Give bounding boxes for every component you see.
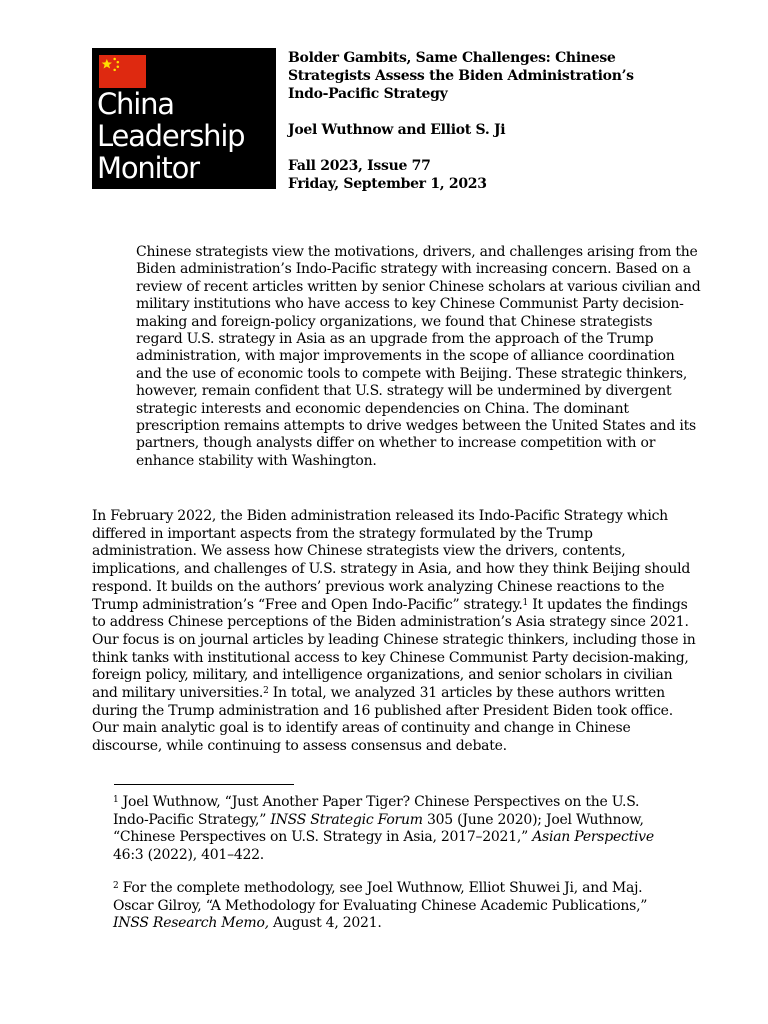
abstract-line: administration, with major improvements in the scope of alliance coordination	[136, 348, 675, 365]
body-line: foreign policy, military, and intelligence organizations, and senior scholars in civilian	[92, 667, 673, 684]
china-leadership-monitor-logo	[92, 48, 276, 189]
body-line: during the Trump administration and 16 published after President Biden took office.	[92, 702, 673, 719]
footnote-line: Oscar Gilroy, “A Methodology for Evaluating Chinese Academic Publications,”	[113, 897, 648, 914]
footnote-text: Joel Wuthnow, “Just Another Paper Tiger? Chinese Perspectives on the U.S.	[118, 794, 640, 810]
abstract-line: however, remain confident that U.S. strategy will be undermined by divergent	[136, 383, 672, 400]
abstract-line: Chinese strategists view the motivations, drivers, and challenges arising from the	[136, 244, 698, 260]
article-title	[288, 49, 728, 103]
footnote-source-title: Asian Perspective	[532, 829, 654, 845]
footnote-line	[113, 880, 673, 898]
footnote-source-title: INSS Strategic Forum	[270, 811, 423, 828]
abstract-line: regard U.S. strategy in Asia as an upgrade from the approach of the Trump	[136, 331, 654, 348]
footnote-text: August 4, 2021.	[268, 915, 382, 931]
body-line: think tanks with institutional access to key Chinese Communist Party decision-making,	[92, 649, 689, 666]
footnote-text: For the complete methodology, see Joel Wuthnow, Elliot Shuwei Ji, and Maj.	[118, 880, 643, 896]
footnote-text: Indo-Pacific Strategy,”	[113, 811, 271, 828]
body-text-span: and military universities.	[92, 685, 264, 702]
body-line: discourse, while continuing to assess consensus and debate.	[92, 738, 507, 755]
body-text-span: In total, we analyzed 31 articles by these authors written	[268, 685, 665, 702]
abstract-line: military institutions who have access to key Chinese Communist Party decision-	[136, 296, 684, 313]
body-line	[92, 685, 690, 703]
body-line: In February 2022, the Biden administration released its Indo-Pacific Strategy which	[92, 508, 668, 524]
footnote-separator	[114, 784, 294, 785]
abstract-line: prescription remains attempts to drive wedges between the United States and its	[136, 418, 696, 435]
footnote-line	[113, 794, 673, 812]
footnote-marker: 2	[113, 881, 119, 891]
abstract	[136, 244, 701, 470]
body-line: Our main analytic goal is to identify areas of continuity and change in Chinese	[92, 720, 631, 737]
logo-wordmark	[97, 88, 273, 184]
logo-line: Monitor	[97, 151, 199, 185]
title-line: Indo-Pacific Strategy	[288, 86, 448, 102]
title-line: Bolder Gambits, Same Challenges: Chinese	[288, 50, 616, 66]
footnote-text: 305 (June 2020); Joel Wuthnow,	[422, 811, 644, 828]
footnote-marker: 1	[113, 795, 119, 805]
footnote-line	[113, 812, 673, 830]
article-date: Friday, September 1, 2023	[288, 176, 487, 192]
article-authors: Joel Wuthnow and Elliot S. Ji	[288, 122, 506, 138]
body-line: administration. We assess how Chinese strategists view the drivers, contents,	[92, 543, 626, 560]
abstract-line: strategic interests and economic dependencies on China. The dominant	[136, 400, 629, 417]
abstract-line: enhance stability with Washington.	[136, 452, 377, 469]
abstract-line: making and foreign-policy organizations, we found that Chinese strategists	[136, 313, 653, 330]
article-issue: Fall 2023, Issue 77	[288, 158, 431, 174]
footnote-line	[113, 829, 673, 847]
body-line: differed in important aspects from the strategy formulated by the Trump	[92, 525, 593, 542]
abstract-line: and the use of economic tools to compete with Beijing. These strategic thinkers,	[136, 365, 688, 382]
china-flag-icon	[99, 55, 146, 88]
footnote-line	[113, 915, 673, 933]
body-text-span: It updates the findings	[528, 596, 688, 613]
body-line: implications, and challenges of U.S. strategy in Asia, and how they think Beijing should	[92, 561, 691, 578]
footnote-source-title: INSS Research Memo,	[113, 915, 269, 931]
body-text-span: Trump administration’s “Free and Open Indo-Pacific” strategy.	[92, 596, 523, 613]
title-line: Strategists Assess the Biden Administration’s	[288, 68, 634, 84]
footnotes	[113, 794, 673, 933]
logo-line: Leadership	[97, 119, 245, 153]
body-line: to address Chinese perceptions of the Biden administration’s Asia strategy since 2021.	[92, 614, 689, 631]
body-line: respond. It builds on the authors’ previous work analyzing Chinese reactions to the	[92, 578, 665, 595]
body-line	[92, 597, 690, 615]
footnote-line: 46:3 (2022), 401–422.	[113, 846, 264, 863]
footnote-text: “Chinese Perspectives on U.S. Strategy in Asia, 2017–2021,”	[113, 829, 533, 845]
footnote-ref-2[interactable]: 2	[263, 686, 269, 697]
footnote-2	[113, 880, 673, 933]
footnote-1	[113, 794, 673, 864]
abstract-line: partners, though analysts differ on whether to increase competition with or	[136, 435, 656, 452]
body-line: Our focus is on journal articles by leading Chinese strategic thinkers, including those in	[92, 631, 696, 648]
body-paragraph	[92, 508, 696, 756]
abstract-line: review of recent articles written by senior Chinese scholars at various civilian and	[136, 278, 701, 295]
footnote-ref-1[interactable]: 1	[522, 597, 529, 608]
abstract-line: Biden administration’s Indo-Pacific strategy with increasing concern. Based on a	[136, 261, 691, 278]
logo-line: China	[97, 87, 174, 121]
article-header	[288, 49, 728, 193]
